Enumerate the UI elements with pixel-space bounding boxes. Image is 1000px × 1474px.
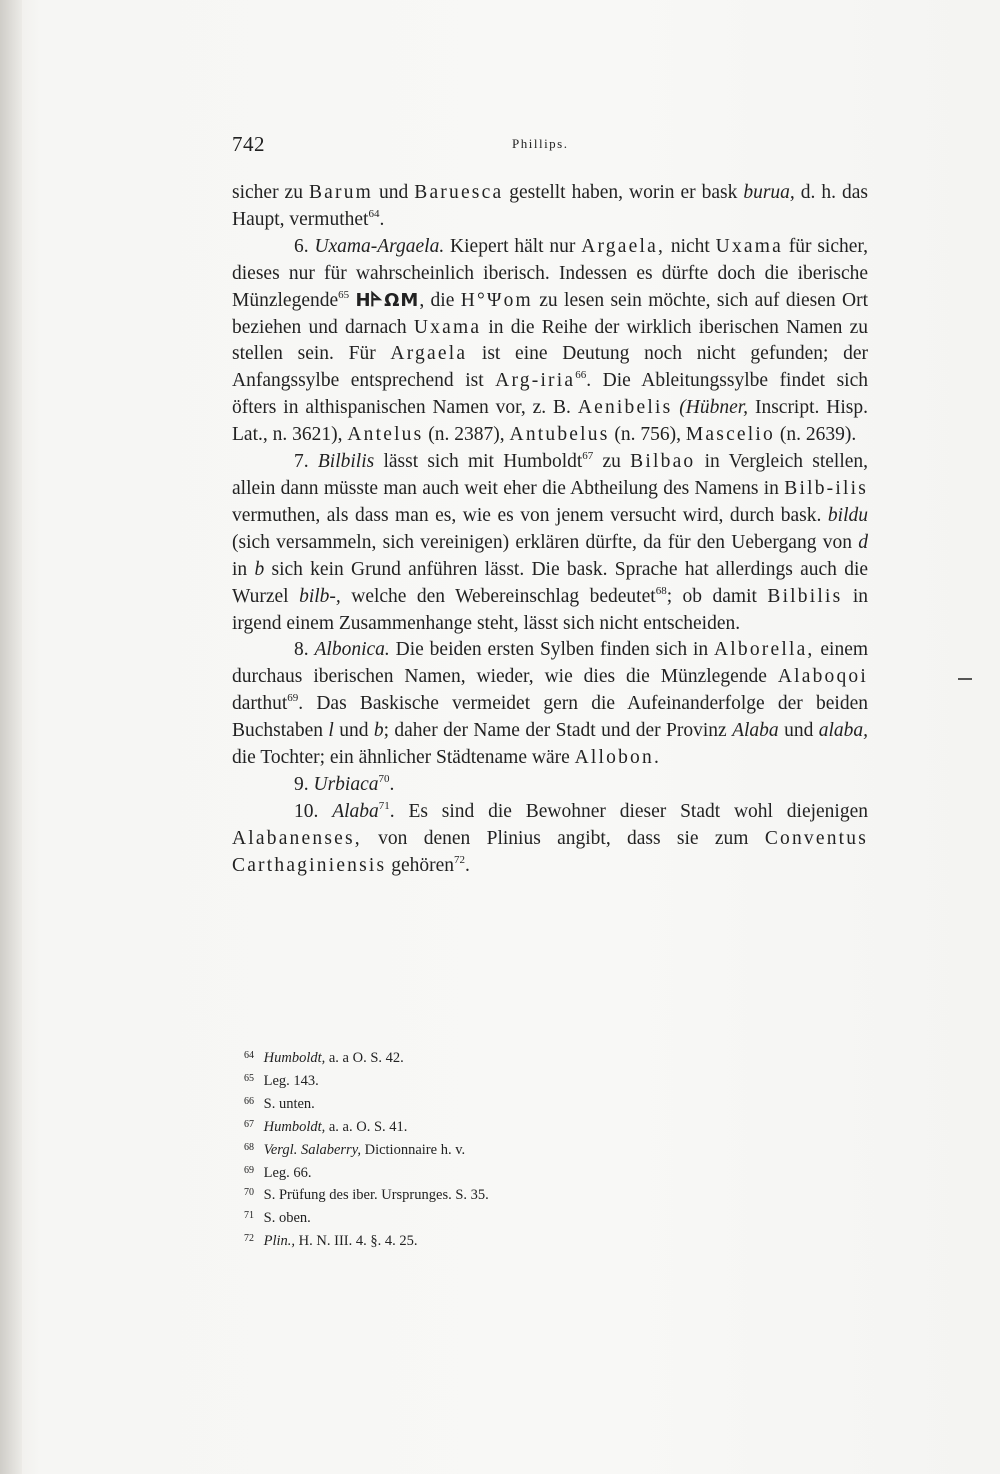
text-span: a. a. O. S. 41. bbox=[328, 1118, 408, 1135]
text-span: in Vergleich stellen, allein dann müsste man auch weit eher die Abtheilung des Namens in bbox=[232, 451, 869, 499]
text-span: 66 bbox=[244, 1095, 254, 1107]
text-span: lässt sich mit Humboldt bbox=[383, 451, 583, 473]
text-span: 10. bbox=[294, 800, 319, 822]
footnote-ref: 68 bbox=[655, 584, 667, 597]
text-span: für sicher, dieses nur für wahrscheinlich iberisch. Indessen es dürfte doch die iberische Münzlegende bbox=[232, 235, 868, 311]
footnote bbox=[244, 1069, 744, 1092]
paragraph-9 bbox=[232, 772, 868, 799]
text-span: Barum bbox=[308, 182, 374, 203]
text-span: Uxama bbox=[413, 316, 482, 338]
text-span: sich kein Grund anführen lässt. Die bask. Sprache hat allerdings auch die Wurzel bbox=[232, 558, 869, 607]
footnote bbox=[244, 1046, 744, 1069]
text-span: vermuthen, als dass man es, wie es von jenem versucht wird, durch bask. bbox=[232, 504, 822, 526]
footnote-ref: 67 bbox=[582, 450, 594, 463]
text-span: H. N. III. 4. §. 4. 25. bbox=[298, 1233, 418, 1250]
text-span: in irgend einem Zusammenhange steht, lässt sich nicht entscheiden. bbox=[232, 585, 869, 634]
footnote-ref: 70 bbox=[378, 772, 390, 785]
paragraph-6 bbox=[232, 234, 868, 449]
text-span: welche den Webereinschlag bedeutet bbox=[351, 585, 656, 607]
italic-text: l bbox=[328, 720, 334, 742]
text-span: zu bbox=[602, 451, 621, 473]
italic-text: Humboldt, bbox=[263, 1118, 326, 1135]
footnote bbox=[244, 1183, 744, 1206]
text-span: (n. 756), bbox=[614, 424, 682, 446]
italic-text: alaba, bbox=[818, 720, 868, 742]
text-span: Inscript. Hisp. Lat., n. 3621), bbox=[232, 397, 868, 446]
text-span: 65 bbox=[244, 1072, 254, 1084]
text-span: d. h. das Haupt, vermuthet bbox=[232, 182, 869, 230]
text-span: gestellt haben, worin er bask bbox=[509, 182, 738, 203]
italic-text: Humboldt, bbox=[263, 1050, 326, 1066]
text-span: zu lesen sein möchte, sich auf diesen Ort beziehen und darnach bbox=[232, 289, 869, 338]
text-span: in bbox=[232, 558, 248, 580]
text-span: . bbox=[465, 854, 470, 876]
text-span: Antubelus bbox=[509, 424, 610, 446]
footnote-ref: 65 bbox=[338, 288, 350, 301]
paragraph-continued bbox=[232, 180, 868, 234]
footnote bbox=[244, 1206, 744, 1229]
text-span: . bbox=[389, 773, 395, 795]
text-span: Argaela, bbox=[581, 235, 666, 257]
italic-text: Bilbilis bbox=[317, 451, 375, 473]
italic-text: d bbox=[858, 531, 868, 553]
text-span: Arg-iria bbox=[495, 370, 576, 392]
text-span: Bilb-ilis bbox=[784, 477, 868, 499]
footnote-ref: 71 bbox=[378, 799, 390, 812]
text-span: Kiepert hält nur bbox=[450, 235, 576, 257]
paragraph-8 bbox=[232, 637, 868, 772]
text-span: nicht bbox=[670, 235, 710, 257]
italic-text: burua, bbox=[743, 182, 795, 203]
text-span: 69 bbox=[244, 1164, 254, 1176]
text-span: 8. bbox=[294, 639, 309, 661]
text-span: S. unten. bbox=[263, 1095, 315, 1112]
text-span: 9. bbox=[294, 773, 309, 795]
italic-text: Albonica. bbox=[314, 639, 390, 661]
text-span: , die bbox=[419, 289, 455, 311]
footnote-ref: 72 bbox=[454, 853, 466, 866]
text-span: gehören bbox=[391, 854, 455, 876]
text-span: Uxama bbox=[715, 235, 783, 257]
italic-text: Urbiaca bbox=[313, 773, 379, 795]
text-span: Antelus bbox=[347, 424, 424, 446]
italic-text: Vergl. Salaberry, bbox=[263, 1141, 361, 1158]
text-span: Die beiden ersten Sylben finden sich in bbox=[395, 639, 709, 661]
italic-text: b bbox=[254, 558, 265, 580]
text-span: . bbox=[379, 208, 385, 230]
text-span: und bbox=[784, 720, 814, 742]
text-span: Bilbilis bbox=[767, 585, 843, 607]
footnote-ref: 64 bbox=[368, 207, 380, 220]
text-span: ; ob damit bbox=[666, 585, 757, 607]
text-span: Mascelio bbox=[685, 424, 775, 446]
text-span: 67 bbox=[244, 1118, 254, 1130]
text-span: S. Prüfung des iber. Ursprunges. S. 35. bbox=[263, 1187, 489, 1204]
text-span: 72 bbox=[244, 1233, 254, 1245]
text-span: einem durchaus iberischen Namen, wieder, wie dies die Münzlegende bbox=[232, 639, 869, 688]
text-span: (n. 2639). bbox=[779, 424, 857, 446]
text-span: Alborella, bbox=[713, 639, 815, 661]
italic-text: (Hübner, bbox=[679, 397, 749, 419]
text-span: . Das Baskische vermeidet gern die Aufeinanderfolge der beiden Buchstaben bbox=[232, 693, 868, 742]
text-span: Dictionnaire h. v. bbox=[364, 1141, 466, 1158]
italic-text: bilb-, bbox=[299, 585, 341, 607]
page-edge-shadow bbox=[0, 0, 22, 1474]
running-title: Phillips. bbox=[512, 136, 569, 151]
footnote bbox=[244, 1115, 744, 1138]
text-span: von denen Plinius angibt, dass sie zum bbox=[378, 827, 749, 849]
italic-text: bildu bbox=[827, 504, 868, 526]
text-span: a. a O. S. 42. bbox=[328, 1050, 404, 1066]
paragraph-7 bbox=[232, 449, 868, 637]
footnote bbox=[244, 1229, 744, 1252]
text-span: Allobon. bbox=[574, 747, 662, 769]
text-span: 7. bbox=[294, 451, 309, 473]
footnote-ref: 66 bbox=[575, 369, 587, 382]
text-span: sicher zu bbox=[232, 182, 303, 203]
text-span: Alaboqoi bbox=[777, 666, 869, 688]
text-span: 64 bbox=[244, 1050, 254, 1061]
text-span: und bbox=[379, 182, 409, 203]
text-span: und bbox=[339, 720, 369, 742]
text-span: H°Ψom bbox=[460, 289, 533, 311]
text-span: Conventus Carthaginiensis bbox=[232, 827, 869, 876]
page-header bbox=[232, 132, 866, 162]
text-span: . Es sind die Bewohner dieser Stadt wohl diejenigen bbox=[389, 800, 868, 822]
italic-text: Alaba bbox=[332, 800, 379, 822]
text-span: die Tochter; ein ähnlicher Städtename wäre bbox=[232, 747, 570, 769]
text-span: Baruesca bbox=[414, 182, 504, 203]
footnote bbox=[244, 1092, 744, 1115]
margin-mark bbox=[958, 678, 972, 680]
footnote bbox=[244, 1138, 744, 1161]
page-number: 742 bbox=[232, 132, 265, 156]
italic-text: Alaba bbox=[732, 720, 779, 742]
text-span: Leg. 66. bbox=[263, 1164, 312, 1181]
text-span: . Die Ableitungssylbe findet sich öfters in althispanischen Namen vor, z. B. bbox=[232, 370, 869, 419]
text-span: in die Reihe der wirklich iberischen Namen zu stellen sein. Für bbox=[232, 316, 868, 365]
body-text bbox=[232, 180, 868, 880]
iberian-coin-legend: H𐊀ΩM bbox=[355, 289, 420, 311]
text-span: 70 bbox=[244, 1187, 254, 1199]
text-span: Bilbao bbox=[630, 451, 696, 473]
footnote bbox=[244, 1161, 744, 1184]
footnote-ref: 69 bbox=[287, 692, 299, 705]
paragraph-10 bbox=[232, 799, 868, 880]
text-span: Alabanenses, bbox=[232, 827, 362, 849]
text-span: 71 bbox=[244, 1210, 254, 1222]
footnotes bbox=[244, 1046, 744, 1252]
text-span: Aenibelis bbox=[577, 397, 673, 419]
text-span: ist eine Deutung noch nicht gefunden; der Anfangssylbe entsprechend ist bbox=[232, 343, 869, 392]
italic-text: Plin., bbox=[263, 1233, 296, 1250]
text-span: Argaela bbox=[390, 343, 468, 365]
text-span: (n. 2387), bbox=[428, 424, 505, 446]
text-span: 68 bbox=[244, 1141, 254, 1153]
text-span: (sich versammeln, sich vereinigen) erklären dürfte, da für den Uebergang von bbox=[232, 531, 852, 553]
text-span: 6. bbox=[294, 235, 309, 257]
italic-text: Uxama-Argaela. bbox=[314, 235, 445, 257]
text-span: darthut bbox=[232, 693, 288, 715]
italic-text: b bbox=[373, 720, 384, 742]
text-span: S. oben. bbox=[263, 1210, 311, 1227]
text-span: Leg. 143. bbox=[263, 1072, 319, 1089]
text-span: ; daher der Name der Stadt und der Provinz bbox=[383, 720, 727, 742]
